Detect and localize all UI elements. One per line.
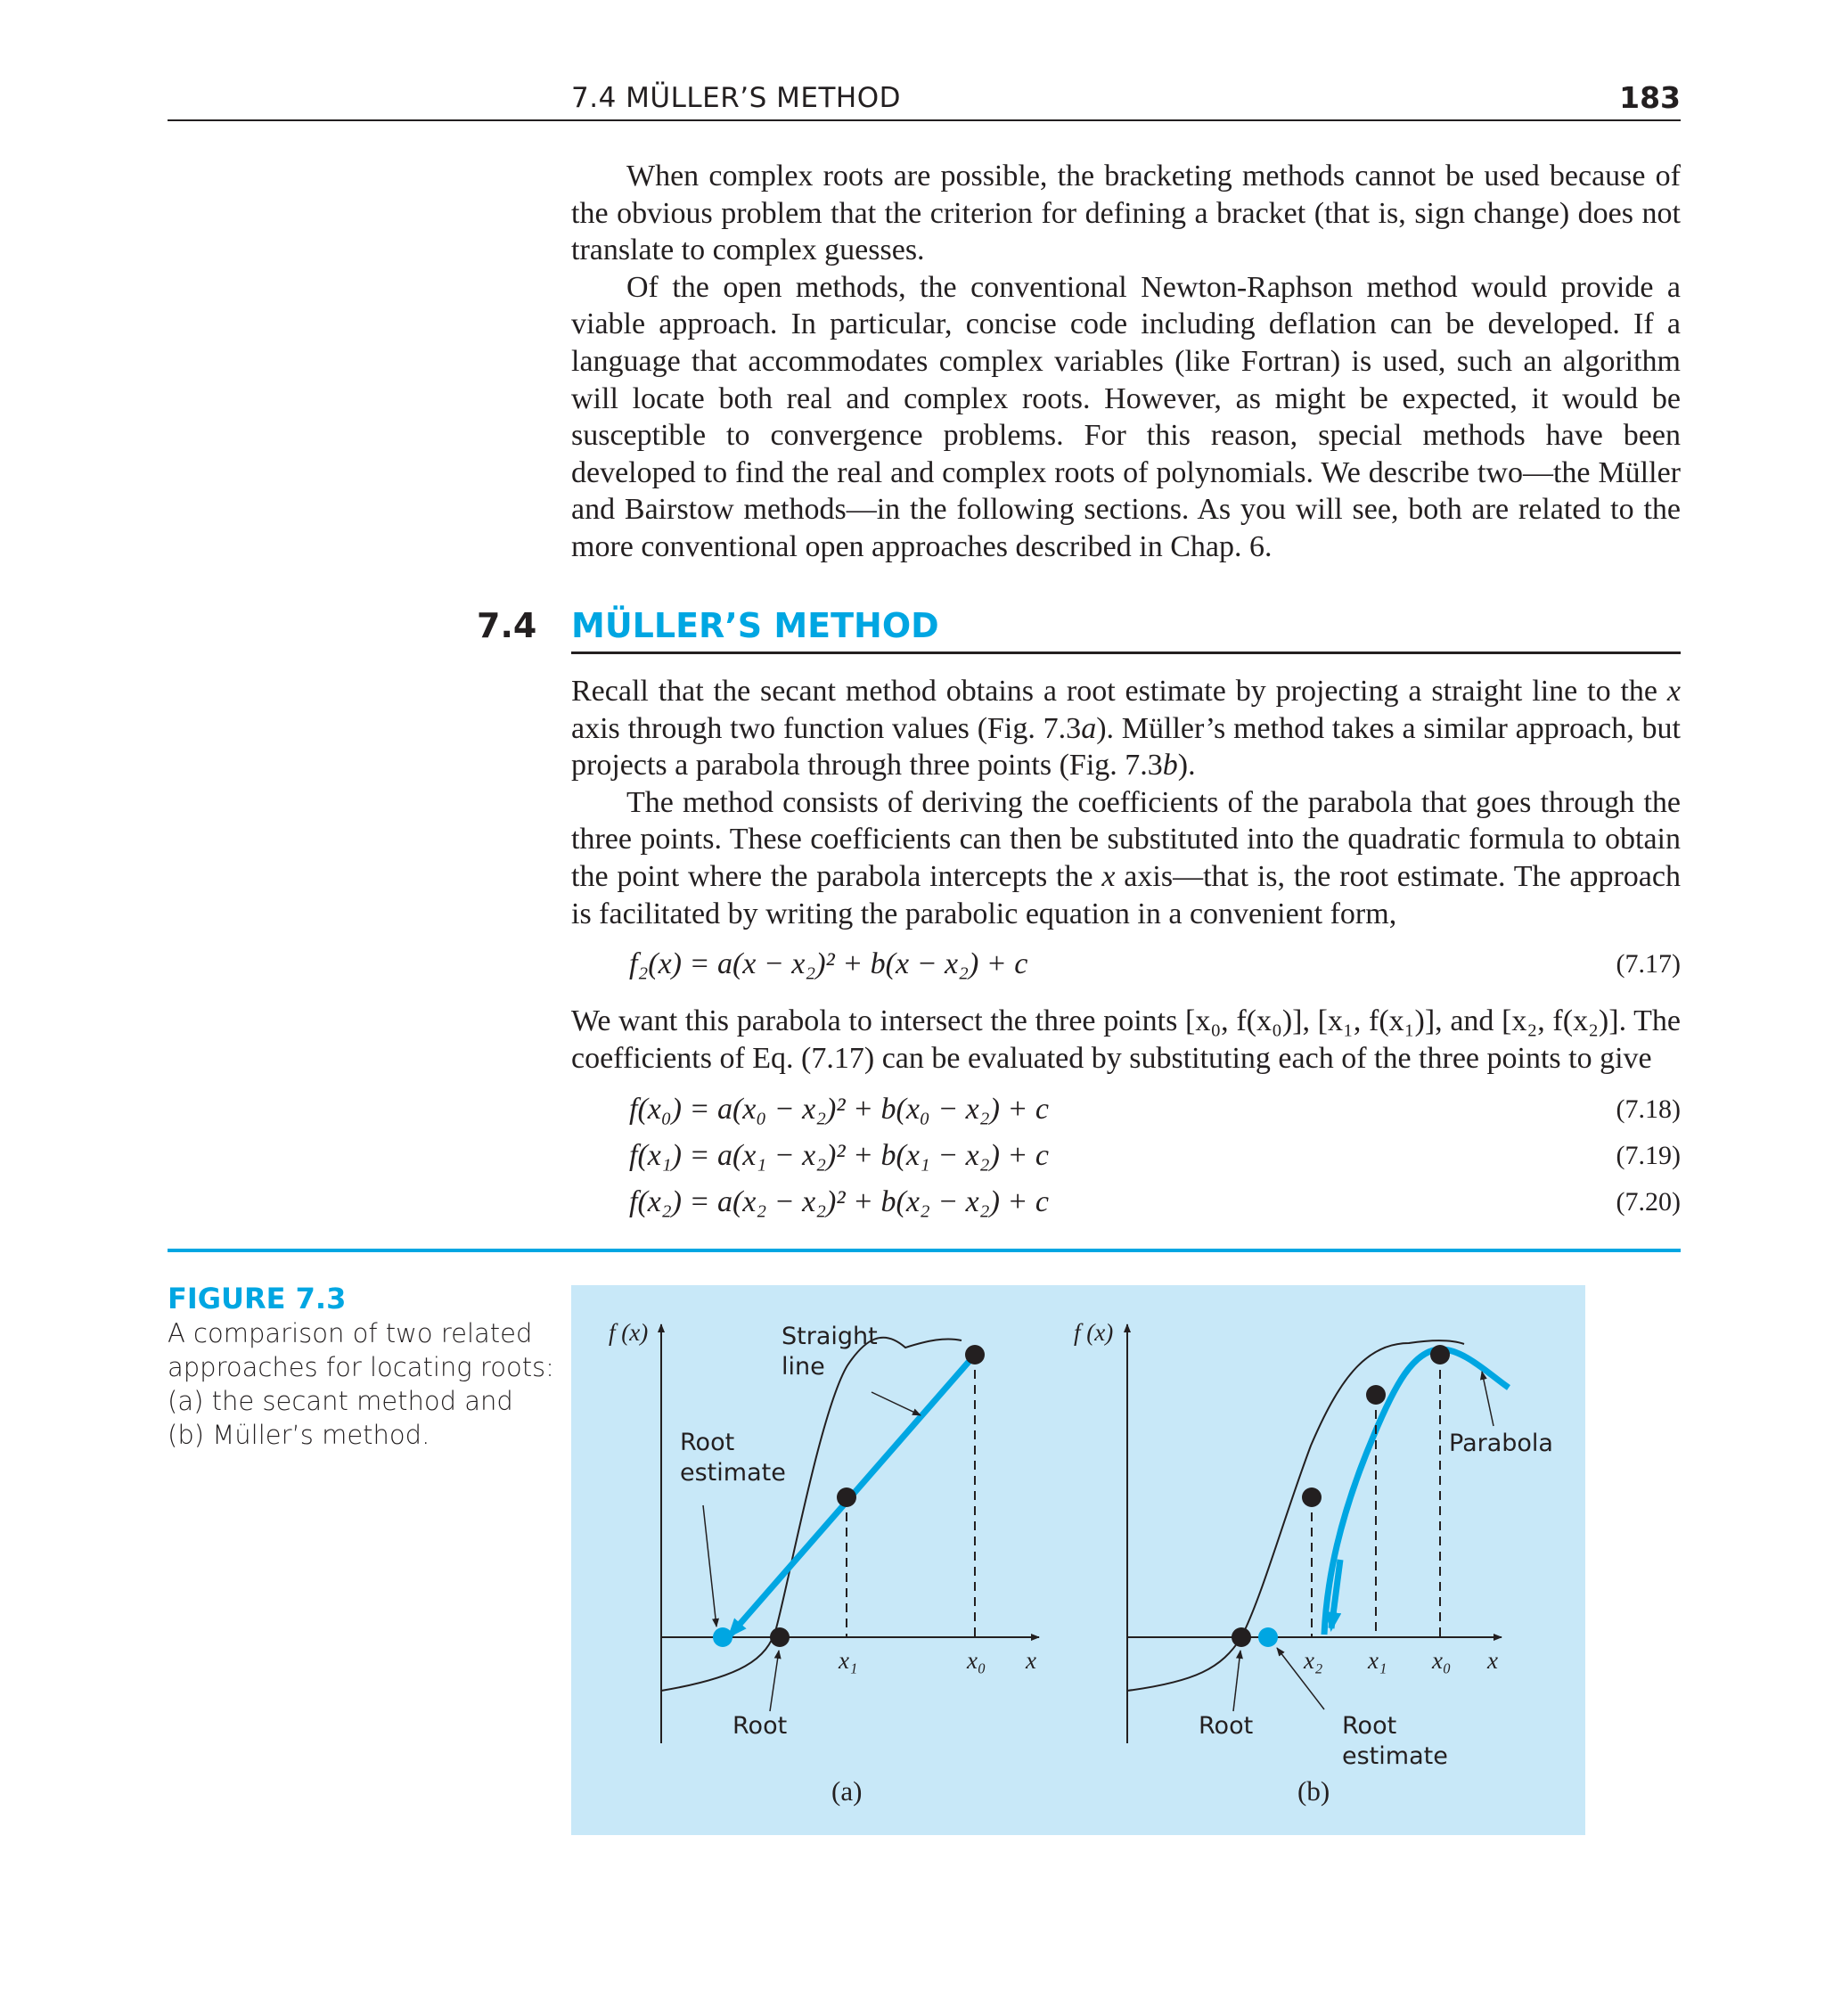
page-number: 183 [1619, 80, 1681, 115]
panel-a [609, 1319, 1039, 1807]
root-estimate-label: Root [680, 1429, 735, 1456]
section-text [571, 673, 1681, 932]
figure-caption [168, 1316, 554, 1452]
panel-b [1074, 1319, 1553, 1807]
tick-x2: x₂ [1304, 1647, 1323, 1674]
root-pointer [770, 1651, 779, 1711]
straight-line-label: line [782, 1353, 825, 1381]
x-axis-label: x [1026, 1647, 1036, 1674]
section-paragraph-3: We want this parabola to intersect the three points [x₀, f(x₀)], [x₁, f(x₁)], and [x₂, f(x₂)]. The coefficients of Eq. (7.17) can be evaluated by substituting each of the three points to give [571, 1004, 1681, 1075]
section-paragraph-1: Recall that the secant method obtains a root estimate by projecting a straight line to the x axis through two function values (Fig. 7.3a). Müller’s method takes a similar approach, but projects a parabola through three points (Fig. 7.3b). [571, 675, 1681, 783]
section-text-continued [571, 1003, 1681, 1077]
point-x2 [1302, 1487, 1322, 1507]
tick-x0: x₀ [1432, 1647, 1452, 1674]
tick-x0: x₀ [967, 1647, 986, 1674]
root-estimate-label: estimate [1342, 1742, 1448, 1770]
function-curve [1127, 1340, 1464, 1691]
figure-panel [571, 1285, 1585, 1835]
parabola-label: Parabola [1449, 1430, 1553, 1457]
panel-a-caption: (a) [831, 1775, 863, 1807]
caption-line: (b) Müller’s method. [168, 1420, 430, 1450]
running-head [168, 77, 1681, 121]
root-estimate-pointer [703, 1505, 716, 1627]
figure-rule [168, 1249, 1681, 1252]
intro-paragraph-1: When complex roots are possible, the bracketing methods cannot be used because of the obvious problem that the criterion for defining a bracket (that is, sign change) does not translate to complex guesses. [571, 160, 1681, 267]
true-root-point [770, 1627, 790, 1647]
equation-7-19 [629, 1139, 1681, 1178]
running-head-title: 7.4 MÜLLER’S METHOD [571, 82, 901, 114]
section-title: MÜLLER’S METHOD [571, 606, 939, 645]
equation-number: (7.18) [1616, 1094, 1681, 1124]
equation-lhs: f(x₀) = a(x₀ − x₂)² + b(x₀ − x₂) + c [629, 1093, 1049, 1126]
root-estimate-point [1258, 1627, 1278, 1647]
panel-b-caption: (b) [1297, 1775, 1330, 1807]
parabola-curve [1324, 1349, 1509, 1635]
root-label: Root [1199, 1712, 1254, 1740]
point-x0 [965, 1345, 985, 1364]
equation-7-17 [629, 947, 1681, 987]
intro-text [571, 158, 1681, 566]
section-rule [571, 652, 1681, 654]
intro-paragraph-2: Of the open methods, the conventional Newton-Raphson method would provide a viable approach. In particular, concise code including deflation can be developed. If a language that accommodates complex variables (like Fortran) is used, such an algorithm will locate both real and complex roots. However, as might be expected, it would be susceptible to convergence problems. For this reason, special methods have been developed to find the real and complex roots of polynomials. We describe two—the Müller and Bairstow methods—in the following sections. As you will see, both are related to the more conventional open approaches described in Chap. 6. [571, 270, 1681, 563]
root-pointer [1233, 1651, 1240, 1711]
caption-line: approaches for locating roots: [168, 1352, 554, 1382]
parabola-pointer [1482, 1372, 1494, 1426]
y-axis-label: f (x) [609, 1319, 649, 1346]
equation-lhs: f(x₂) = a(x₂ − x₂)² + b(x₂ − x₂) + c [629, 1185, 1049, 1218]
equation-7-18 [629, 1093, 1681, 1132]
point-x1 [837, 1487, 856, 1507]
section-paragraph-2: The method consists of deriving the coefficients of the parabola that goes through the three points. These coefficients can then be substituted into the quadratic formula to obtain the point where the parabola intercepts the x axis—that is, the root estimate. The approach is facilitated by writing the parabolic equation in a convenient form, [571, 785, 1681, 930]
equation-number: (7.19) [1616, 1141, 1681, 1170]
root-estimate-label: estimate [680, 1459, 786, 1487]
figure-label: FIGURE 7.3 [168, 1282, 347, 1315]
y-axis-label: f (x) [1074, 1319, 1114, 1346]
straight-line-pointer [872, 1392, 921, 1415]
equation-lhs: f₂(x) = a(x − x₂)² + b(x − x₂) + c [629, 947, 1028, 980]
equation-lhs: f(x₁) = a(x₁ − x₂)² + b(x₁ − x₂) + c [629, 1139, 1049, 1172]
equation-number: (7.20) [1616, 1187, 1681, 1217]
equation-7-20 [629, 1185, 1681, 1225]
true-root-point [1232, 1627, 1251, 1647]
x-axis-label: x [1487, 1647, 1498, 1674]
straight-line-label: Straight [782, 1323, 878, 1350]
point-x1 [1366, 1385, 1386, 1405]
caption-line: A comparison of two related [168, 1318, 533, 1348]
figure-diagram [571, 1285, 1585, 1835]
equation-number: (7.17) [1616, 949, 1681, 979]
root-label: Root [732, 1712, 788, 1740]
root-estimate-label: Root [1342, 1712, 1397, 1740]
caption-line: (a) the secant method and [168, 1386, 513, 1416]
section-number: 7.4 [477, 606, 537, 645]
tick-x1: x₁ [1368, 1647, 1387, 1674]
tick-x1: x₁ [839, 1647, 858, 1674]
root-estimate-point [713, 1627, 732, 1647]
point-x0 [1430, 1345, 1450, 1364]
